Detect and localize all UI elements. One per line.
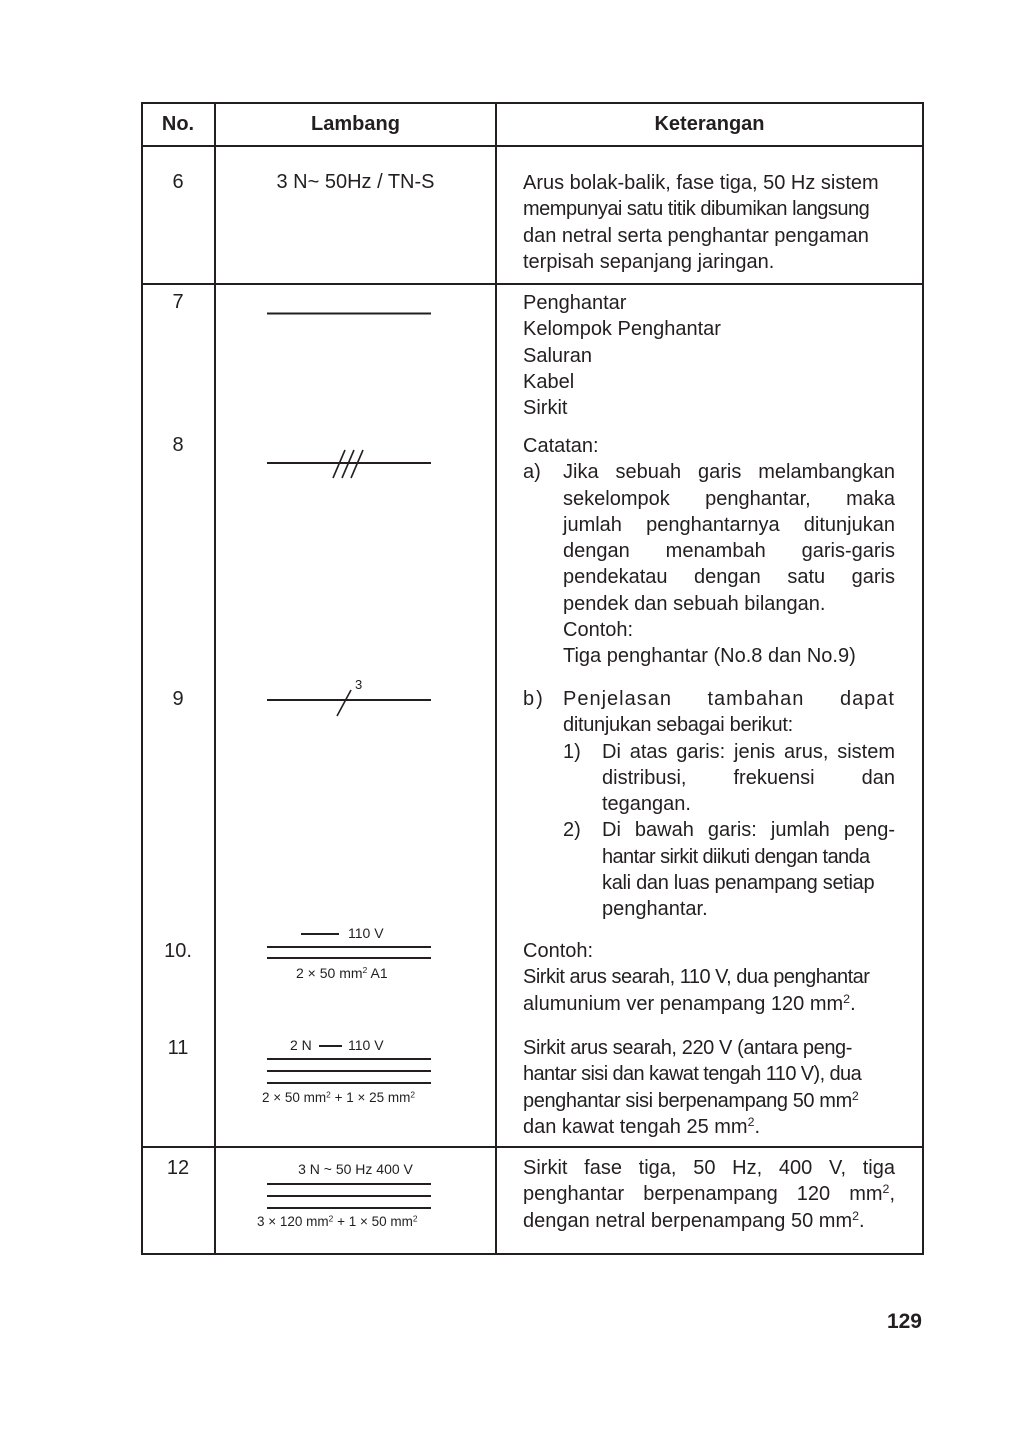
system-label: 3 N ~ 50 Hz 400 V — [298, 1161, 413, 1177]
description: Sirkit fase tiga, 50 Hz, 400 V, tiga penghantar berpenampang 120 $mm^2$, dengan netral berpenampang 50 $mm^2$. — [523, 1157, 895, 1232]
row-number: 10. — [164, 940, 192, 962]
header-divider — [141, 145, 924, 147]
conductor-line — [267, 957, 431, 959]
description: Contoh: Sirkit arus searah, 110 V, dua penghantar alumunium ver penampang 120 $mm^2$. — [523, 940, 870, 1015]
note: Catatan: a) Jika sebuah garis melambangkan sekelompok penghantar, maka jumlah penghantarnya ditunjukan dengan menambah garis-garis pendekatau dengan satu garis pendek dan sebuah bilangan. Contoh: Tiga penghantar (No.8 dan No.9) — [523, 435, 895, 668]
column-divider — [495, 102, 497, 1255]
note-b: b) Penjelasan tambahan dapat ditunjukan sebagai berikut: 1) Di atas garis: jenis arus, sistem distribusi, frekuensi dan tegangan. 2) Di bawah garis: jumlah peng- hantar sirkit diikuti dengan tanda kali dan luas penampang setiap penghantar. — [523, 688, 895, 921]
description: Sirkit arus searah, 220 V (antara peng- hantar sisi dan kawat tengah 110 V), dua penghantar sisi berpenampang 50 $mm^2$ dan kawat tengah 25 $mm^2$. — [523, 1037, 862, 1138]
conductor-line — [267, 1195, 431, 1197]
conductor-line — [267, 1183, 431, 1185]
system-label: 2 N — [290, 1037, 312, 1053]
conductor-line — [267, 1058, 431, 1060]
symbol-text: 3 N~ 50Hz / TN-S — [276, 171, 435, 193]
voltage-label: 110 V — [348, 1037, 384, 1053]
table-border-left — [141, 102, 143, 1255]
row-number: 6 — [172, 171, 184, 193]
dc-dash-symbol — [301, 933, 339, 935]
header-no: No. — [161, 113, 195, 135]
conductor-line — [267, 1082, 431, 1084]
conductor-line — [267, 1070, 431, 1072]
page-number: 129 — [886, 1310, 922, 1333]
row-number: 7 — [172, 291, 184, 313]
dc-dash-symbol — [319, 1045, 342, 1047]
cross-section-label: 2 × 50 $mm^2$ A1 — [296, 965, 388, 981]
voltage-label: 110 V — [348, 925, 384, 941]
table-border-top — [141, 102, 924, 104]
column-divider — [214, 102, 216, 1255]
row-number: 11 — [167, 1037, 189, 1059]
single-slash-count-symbol — [265, 686, 435, 720]
conductor-count-label: 3 — [355, 677, 363, 692]
conductor-line-symbol — [265, 305, 435, 321]
header-lambang: Lambang — [311, 113, 400, 135]
row-number: 12 — [166, 1157, 190, 1179]
cross-section-label: 3 × 120 $mm^2 + 1 \times 50$ $mm^2$ — [257, 1213, 418, 1229]
description: Penghantar Kelompok Penghantar Saluran Kabel Sirkit — [523, 292, 721, 420]
row-number: 8 — [172, 434, 184, 456]
conductor-line — [267, 1207, 431, 1209]
three-conductor-slash-symbol — [265, 448, 435, 484]
row-divider — [141, 1146, 924, 1148]
cross-section-label: 2 × 50 $mm^2 + 1 \times 25$ $mm^2$ — [262, 1089, 416, 1105]
conductor-line — [267, 946, 431, 948]
table-border-bottom — [141, 1253, 924, 1255]
row-divider — [141, 283, 924, 285]
header-keterangan: Keterangan — [654, 113, 765, 135]
row-number: 9 — [172, 688, 184, 710]
table-border-right — [922, 102, 924, 1255]
description: Arus bolak-balik, fase tiga, 50 Hz sistem mempunyai satu titik dibumikan langsung dan netral serta penghantar pengaman terpisah sepanjang jaringan. — [523, 172, 879, 273]
